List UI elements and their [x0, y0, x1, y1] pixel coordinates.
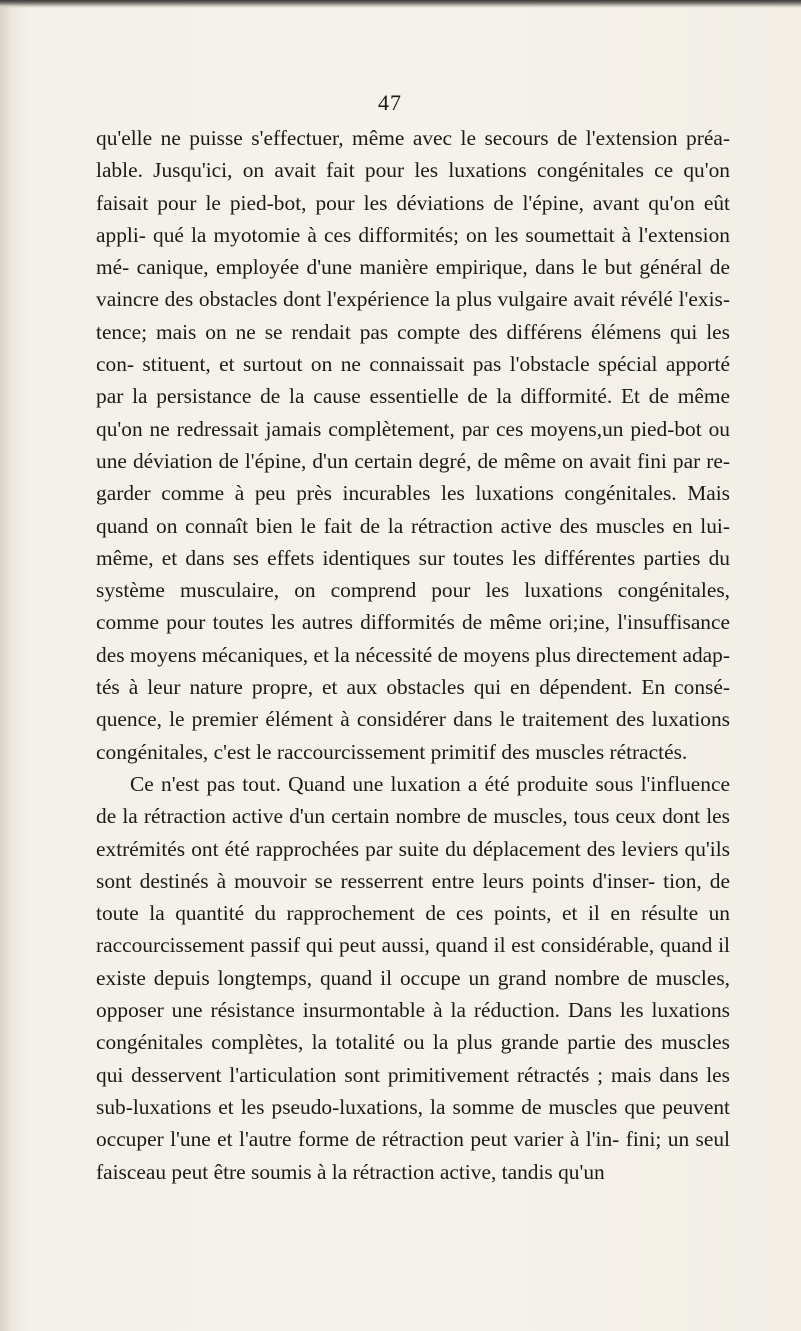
page-top-edge: [0, 0, 801, 8]
paragraph-1: qu'elle ne puisse s'effectuer, même avec le secours de l'extension préa- lable. Jusqu'ici, on avait fait pour les luxations congénitales ce qu'on faisait pour le pied-bot, pour les déviations de l'épine, avant qu'on eût appli- qué la myotomie à ces difformités; on les soumettait à l'extension mé- canique, employée d'une manière empirique, dans le but général de vaincre des obstacles dont l'expérience la plus vulgaire avait révélé l'exis- tence; mais on ne se rendait pas compte des différens élémens qui les con- stituent, et surtout on ne connaissait pas l'obstacle spécial apporté par la persistance de la cause essentielle de la difformité. Et de même qu'on ne redressait jamais complètement, par ces moyens,un pied-bot ou une déviation de l'épine, d'un certain degré, de même on avait fini par re- garder comme à peu près incurables les luxations congénitales. Mais quand on connaît bien le fait de la rétraction active des muscles en lui- même, et dans ses effets identiques sur toutes les différentes parties du système musculaire, on comprend pour les luxations congénitales, comme pour toutes les autres difformités de même ori;ine, l'insuffisance des moyens mécaniques, et la nécessité de moyens plus directement adap- tés à leur nature propre, et aux obstacles qui en dépendent. En consé- quence, le premier élément à considérer dans le traitement des luxations congénitales, c'est le raccourcissement primitif des muscles rétractés.: [96, 126, 730, 764]
paragraph-2: Ce n'est pas tout. Quand une luxation a été produite sous l'influence de la rétraction active d'un certain nombre de muscles, tous ceux dont les extrémités ont été rapprochées par suite du déplacement des leviers qu'ils sont destinés à mouvoir se resserrent entre leurs points d'inser- tion, de toute la quantité du rapprochement de ces points, et il en résulte un raccourcissement passif qui peut aussi, quand il est considérable, quand il existe depuis longtemps, quand il occupe un grand nombre de muscles, opposer une résistance insurmontable à la réduction. Dans les luxations congénitales complètes, la totalité ou la plus grande partie des muscles qui desservent l'articulation sont primitivement rétractés ; mais dans les sub-luxations et les pseudo-luxations, la somme de muscles que peuvent occuper l'une et l'autre forme de rétraction peut varier à l'in- fini; un seul faisceau peut être soumis à la rétraction active, tandis qu'un: [96, 771, 730, 1184]
body-text: [96, 122, 730, 1188]
page-number: 47: [378, 90, 402, 115]
